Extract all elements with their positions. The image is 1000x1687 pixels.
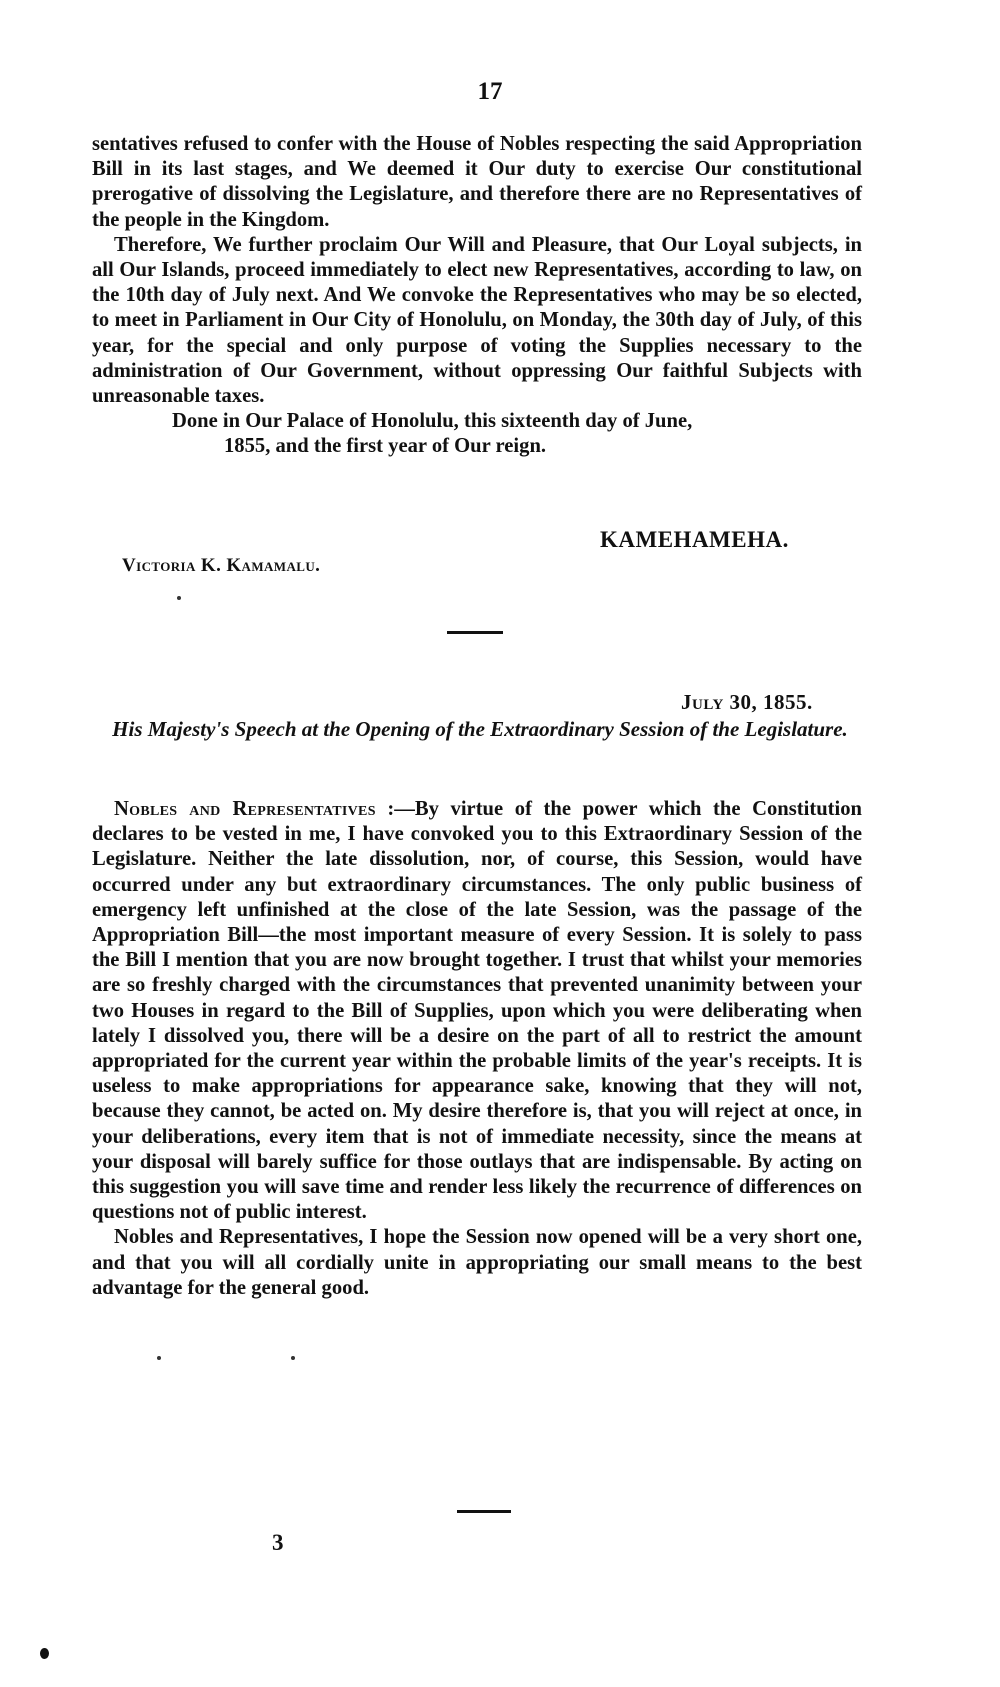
section-divider bbox=[447, 631, 503, 634]
cosigner-name: Victoria K. Kamamalu. bbox=[122, 555, 321, 576]
speech-paragraph-1 bbox=[92, 797, 862, 1225]
page-number: 17 bbox=[477, 78, 503, 105]
proclamation-text bbox=[92, 132, 862, 460]
speech-text bbox=[92, 797, 862, 1301]
proclamation-paragraph-1: sentatives refused to confer with the House of Nobles respecting the said Appropriation Bill in its last stages, and We deemed it Our duty to exercise Our constitutional prerogative of dissolving the Legislature, and therefore there are no Representatives of the people in the Kingdom. bbox=[92, 133, 862, 231]
done-line-2: 1855, and the first year of Our reign. bbox=[224, 435, 547, 458]
print-speck bbox=[177, 596, 181, 600]
closing-divider bbox=[457, 1510, 511, 1513]
proclamation-paragraph-2: Therefore, We further proclaim Our Will and Pleasure, that Our Loyal subjects, in all Our Islands, proceed immediately to elect new Representatives, according to law, on the 10th day of July next. And We convoke the Representatives who may be so elected, to meet in Parliament in Our City of Honolulu, on Monday, the 30th day of July, of this year, for the special and only purpose of voting the Supplies necessary to the administration of Our Government, without oppressing Our faithful Subjects with unreasonable taxes. bbox=[92, 233, 862, 408]
print-speck bbox=[291, 1356, 295, 1360]
speech-heading: His Majesty's Speech at the Opening of the Extraordinary Session of the Legislature. bbox=[112, 717, 848, 741]
done-line-1: Done in Our Palace of Honolulu, this sixteenth day of June, bbox=[172, 410, 693, 433]
speech-salutation: Nobles and Representatives bbox=[114, 798, 376, 820]
signature-mark: 3 bbox=[272, 1530, 284, 1555]
speech-paragraph-1-body: :—By virtue of the power which the Constitution declares to be vested in me, I have convoked you to this Extraordinary Session of the Legislature. Neither the late dissolution, nor, of course, this Session, would have occurred under any but extraordinary circumstances. The only public business of emergency left unfinished at the close of the late Session, was the passage of the Appropriation Bill—the most important measure of every Session. It is solely to pass the Bill I mention that you are now brought together. I trust that whilst your memories are so freshly charged with the circumstances that prevented unanimity between your two Houses in regard to the Bill of Supplies, upon which you were deliberating when lately I dissolved you, there will be a desire on the part of all to restrict the amount appropriated for the current year within the probable limits of the year's receipts. It is useless to make appropriations for appearance sake, knowing that they will not, because they cannot, be acted on. My desire therefore is, that you will reject at once, in your deliberations, every item that is not of immediate necessity, since the means at your disposal will barely suffice for those outlays that are indispensable. By acting on this suggestion you will save time and render less likely the recurrence of differences on questions not of public interest. bbox=[92, 798, 862, 1224]
speech-date: July 30, 1855. bbox=[681, 690, 813, 714]
king-signature: KAMEHAMEHA. bbox=[600, 527, 789, 552]
ink-blot bbox=[40, 1648, 49, 1659]
print-speck bbox=[157, 1356, 161, 1360]
speech-paragraph-2: Nobles and Representatives, I hope the Session now opened will be a very short one, and that you will all cordially unite in appropriating our small means to the best advantage for the general good. bbox=[92, 1226, 862, 1299]
